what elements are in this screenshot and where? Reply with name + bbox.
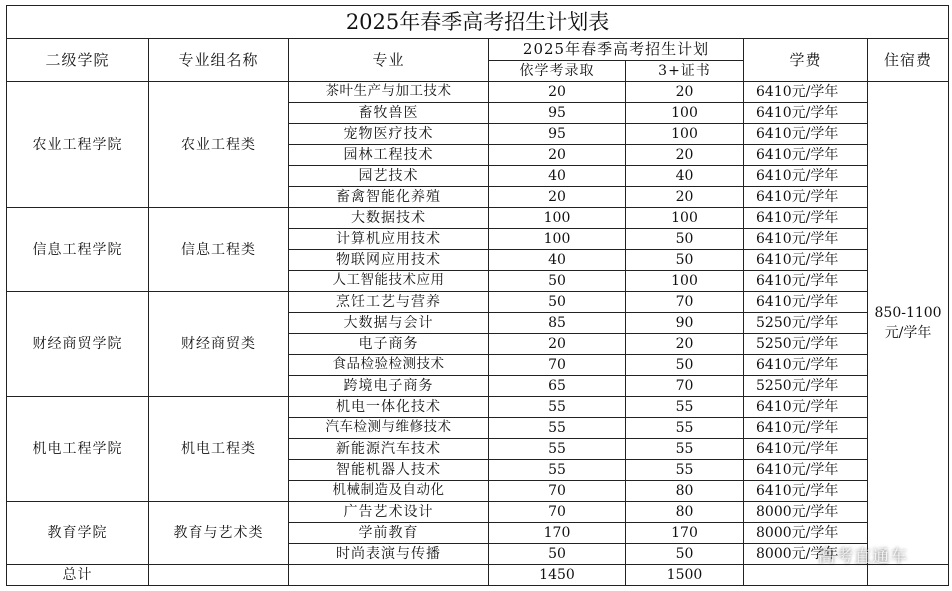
table-row [7,82,949,103]
plan-xuekao-cell: 40 [489,250,626,271]
plan-xuekao-cell: 100 [489,208,626,229]
tuition-cell: 8000元/学年 [744,523,868,544]
plan-certificate-cell: 100 [626,208,744,229]
plan-xuekao-cell: 95 [489,124,626,145]
plan-certificate-cell: 80 [626,481,744,502]
plan-certificate-cell: 80 [626,502,744,523]
dorm-fee-range: 850-1100 [874,304,942,321]
table-row [7,502,949,523]
plan-certificate-cell: 50 [626,229,744,250]
tuition-cell: 8000元/学年 [744,502,868,523]
plan-xuekao-cell: 170 [489,523,626,544]
college-cell: 教育学院 [7,502,149,565]
header-dorm: 住宿费 [868,39,949,82]
major-group-cell: 农业工程类 [149,82,289,208]
header-college: 二级学院 [7,39,149,82]
tuition-cell: 6410元/学年 [744,418,868,439]
total-xuekao: 1450 [489,565,626,586]
header-group: 专业组名称 [149,39,289,82]
tuition-cell: 6410元/学年 [744,397,868,418]
plan-xuekao-cell: 65 [489,376,626,397]
plan-xuekao-cell: 100 [489,229,626,250]
header-plan-xuekao: 依学考录取 [489,61,626,82]
college-cell: 财经商贸学院 [7,292,149,397]
plan-xuekao-cell: 70 [489,481,626,502]
header-major: 专业 [289,39,489,82]
major-cell: 园艺技术 [289,166,489,187]
plan-certificate-cell: 20 [626,187,744,208]
tuition-cell: 6410元/学年 [744,460,868,481]
plan-certificate-cell: 170 [626,523,744,544]
tuition-cell: 6410元/学年 [744,208,868,229]
major-cell: 电子商务 [289,334,489,355]
table-row [7,397,949,418]
total-empty-cell [289,565,489,586]
watermark: 高考直通车 [818,547,908,567]
major-group-cell: 机电工程类 [149,397,289,502]
major-cell: 时尚表演与传播 [289,544,489,565]
total-row [7,565,949,586]
plan-xuekao-cell: 20 [489,82,626,103]
tuition-cell: 6410元/学年 [744,145,868,166]
major-cell: 计算机应用技术 [289,229,489,250]
header-plan-certificate: 3+证书 [626,61,744,82]
major-cell: 大数据与会计 [289,313,489,334]
total-empty-cell [868,565,949,586]
major-cell: 食品检验检测技术 [289,355,489,376]
tuition-cell: 6410元/学年 [744,292,868,313]
tuition-cell: 5250元/学年 [744,313,868,334]
college-cell: 机电工程学院 [7,397,149,502]
major-group-cell: 财经商贸类 [149,292,289,397]
plan-xuekao-cell: 50 [489,544,626,565]
major-cell: 大数据技术 [289,208,489,229]
plan-xuekao-cell: 55 [489,439,626,460]
table-row [7,208,949,229]
plan-xuekao-cell: 70 [489,502,626,523]
plan-certificate-cell: 55 [626,397,744,418]
plan-certificate-cell: 100 [626,271,744,292]
tuition-cell: 6410元/学年 [744,439,868,460]
plan-xuekao-cell: 50 [489,292,626,313]
plan-certificate-cell: 50 [626,250,744,271]
plan-certificate-cell: 40 [626,166,744,187]
plan-xuekao-cell: 40 [489,166,626,187]
plan-xuekao-cell: 70 [489,355,626,376]
major-cell: 茶叶生产与加工技术 [289,82,489,103]
plan-xuekao-cell: 20 [489,145,626,166]
total-label: 总计 [7,565,149,586]
total-empty-cell [744,565,868,586]
plan-xuekao-cell: 50 [489,271,626,292]
enrollment-plan-table [6,5,949,586]
tuition-cell: 6410元/学年 [744,229,868,250]
major-group-cell: 教育与艺术类 [149,502,289,565]
major-cell: 新能源汽车技术 [289,439,489,460]
plan-certificate-cell: 100 [626,124,744,145]
major-cell: 机械制造及自动化 [289,481,489,502]
table-title: 2025年春季高考招生计划表 [7,6,949,39]
plan-xuekao-cell: 55 [489,397,626,418]
plan-certificate-cell: 20 [626,145,744,166]
plan-xuekao-cell: 20 [489,187,626,208]
major-cell: 跨境电子商务 [289,376,489,397]
major-cell: 机电一体化技术 [289,397,489,418]
major-cell: 烹饪工艺与营养 [289,292,489,313]
major-cell: 物联网应用技术 [289,250,489,271]
tuition-cell: 6410元/学年 [744,103,868,124]
plan-certificate-cell: 55 [626,460,744,481]
major-cell: 畜禽智能化养殖 [289,187,489,208]
college-cell: 信息工程学院 [7,208,149,292]
plan-xuekao-cell: 20 [489,334,626,355]
dorm-fee-cell [868,82,949,565]
tuition-cell: 5250元/学年 [744,334,868,355]
major-cell: 智能机器人技术 [289,460,489,481]
tuition-cell: 6410元/学年 [744,166,868,187]
plan-certificate-cell: 70 [626,376,744,397]
plan-xuekao-cell: 95 [489,103,626,124]
plan-certificate-cell: 50 [626,544,744,565]
tuition-cell: 6410元/学年 [744,82,868,103]
plan-certificate-cell: 20 [626,334,744,355]
tuition-cell: 6410元/学年 [744,124,868,145]
major-cell: 人工智能技术应用 [289,271,489,292]
tuition-cell: 6410元/学年 [744,481,868,502]
tuition-cell: 6410元/学年 [744,271,868,292]
plan-xuekao-cell: 55 [489,418,626,439]
major-group-cell: 信息工程类 [149,208,289,292]
dorm-fee-unit: 元/学年 [884,325,932,341]
plan-certificate-cell: 55 [626,418,744,439]
major-cell: 畜牧兽医 [289,103,489,124]
header-plan: 2025年春季高考招生计划 [489,39,744,61]
plan-certificate-cell: 70 [626,292,744,313]
plan-xuekao-cell: 55 [489,460,626,481]
plan-certificate-cell: 90 [626,313,744,334]
total-certificate: 1500 [626,565,744,586]
plan-certificate-cell: 55 [626,439,744,460]
tuition-cell: 6410元/学年 [744,250,868,271]
plan-certificate-cell: 100 [626,103,744,124]
major-cell: 汽车检测与维修技术 [289,418,489,439]
total-empty-cell [149,565,289,586]
header-tuition: 学费 [744,39,868,82]
tuition-cell: 6410元/学年 [744,355,868,376]
tuition-cell: 8000元/学年 [744,544,868,565]
tuition-cell: 6410元/学年 [744,187,868,208]
plan-certificate-cell: 20 [626,82,744,103]
major-cell: 广告艺术设计 [289,502,489,523]
major-cell: 园林工程技术 [289,145,489,166]
plan-certificate-cell: 50 [626,355,744,376]
tuition-cell: 5250元/学年 [744,376,868,397]
college-cell: 农业工程学院 [7,82,149,208]
major-cell: 学前教育 [289,523,489,544]
major-cell: 宠物医疗技术 [289,124,489,145]
table-row [7,292,949,313]
plan-xuekao-cell: 85 [489,313,626,334]
